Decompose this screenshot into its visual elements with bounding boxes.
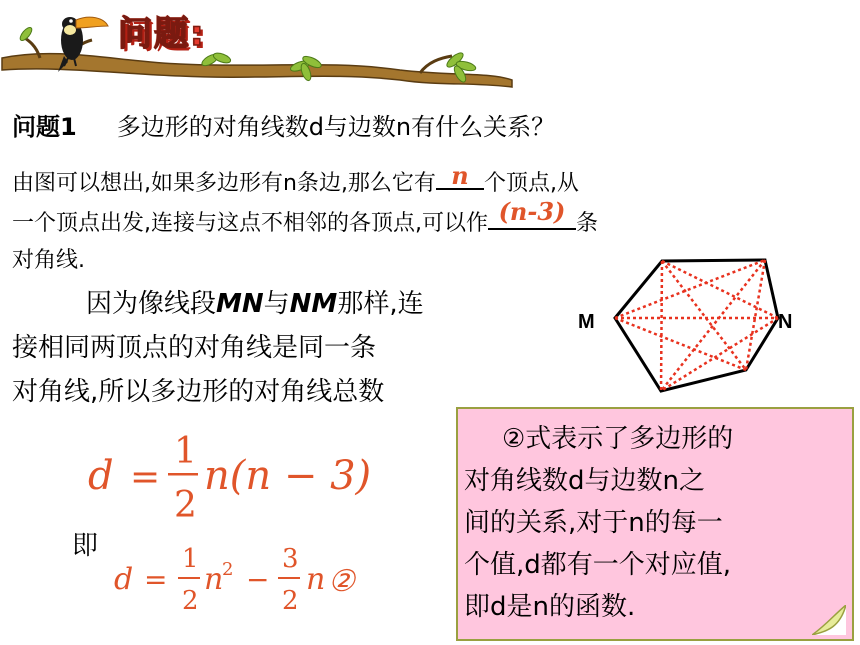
paragraph-line-1 [86, 283, 424, 320]
note-line-2: 对角线数d与边数n之 [464, 466, 705, 496]
note-line-1: ②式表示了多边形的 [502, 424, 734, 454]
explanation-text: 条 [576, 211, 599, 236]
question-heading [12, 107, 555, 142]
formula-numerator: 1 [174, 431, 197, 472]
formula-expression: n(n − 3) [204, 453, 372, 499]
vertex-label-n: N [778, 311, 793, 333]
vertex-label-m: M [578, 311, 595, 333]
explanation-line-1 [12, 161, 579, 197]
paragraph-text: 因为像线段 [86, 289, 217, 319]
formula-minus: − [246, 563, 270, 596]
formula-denominator: 2 [282, 586, 299, 616]
ji-label: 即 [72, 531, 99, 561]
paragraph-text: 与 [263, 289, 290, 319]
formula-denominator: 2 [182, 586, 199, 616]
formula-number-mark: ② [328, 564, 355, 599]
note-box-text [464, 418, 733, 628]
explanation-line-3: 对角线. [12, 248, 85, 273]
answer-blank-diagonals [488, 197, 576, 230]
segment-mn: MN [216, 289, 264, 319]
answer-vertices: n [451, 161, 469, 190]
explanation-text: 一个顶点出发,连接与这点不相邻的各顶点,可以作 [12, 211, 488, 236]
formula-variable-d: d [114, 562, 134, 597]
formula-main [80, 425, 380, 525]
formula-numerator: 1 [182, 544, 199, 574]
formula-term: n [204, 562, 224, 597]
page-curl-icon [812, 605, 846, 635]
page-title: 问题: [118, 14, 206, 54]
question-label: 问题1 [12, 113, 77, 141]
answer-diagonals: (n-3) [498, 197, 566, 226]
fraction-bar [278, 577, 300, 579]
fraction-bar [178, 577, 200, 579]
formula-equals: = [130, 457, 161, 498]
formula-exponent: 2 [222, 559, 234, 580]
paragraph-line-2: 接相同两顶点的对角线是同一条 [12, 333, 377, 363]
formula-term: n [306, 562, 326, 597]
title-banner [0, 0, 520, 95]
note-line-4: 个值,d都有一个对应值, [464, 550, 732, 580]
paragraph-text: 那样,连 [337, 289, 424, 319]
note-line-5: 即d是n的函数. [464, 592, 636, 622]
note-line-3: 间的关系,对于n的每一 [464, 508, 723, 538]
paragraph-line-3: 对角线,所以多边形的对角线总数 [12, 377, 385, 407]
branch-illustration [0, 0, 520, 95]
formula-equals: = [144, 563, 168, 596]
question-text: 多边形的对角线数d与边数n有什么关系？ [116, 113, 556, 141]
formula-variable-d: d [88, 453, 114, 499]
diagonals [615, 260, 778, 391]
formula-denominator: 2 [174, 485, 197, 525]
polygon-diagram [570, 250, 810, 400]
fraction-bar [168, 473, 198, 476]
segment-nm: NM [289, 289, 338, 319]
explanation-line-2 [12, 197, 599, 237]
explanation-text: 由图可以想出,如果多边形有n条边,那么它有 [12, 171, 436, 196]
formula-numerator: 3 [282, 544, 299, 574]
explanation-text: 个顶点,从 [483, 171, 579, 196]
formula-expanded [110, 535, 390, 625]
answer-blank-vertices [436, 161, 484, 190]
